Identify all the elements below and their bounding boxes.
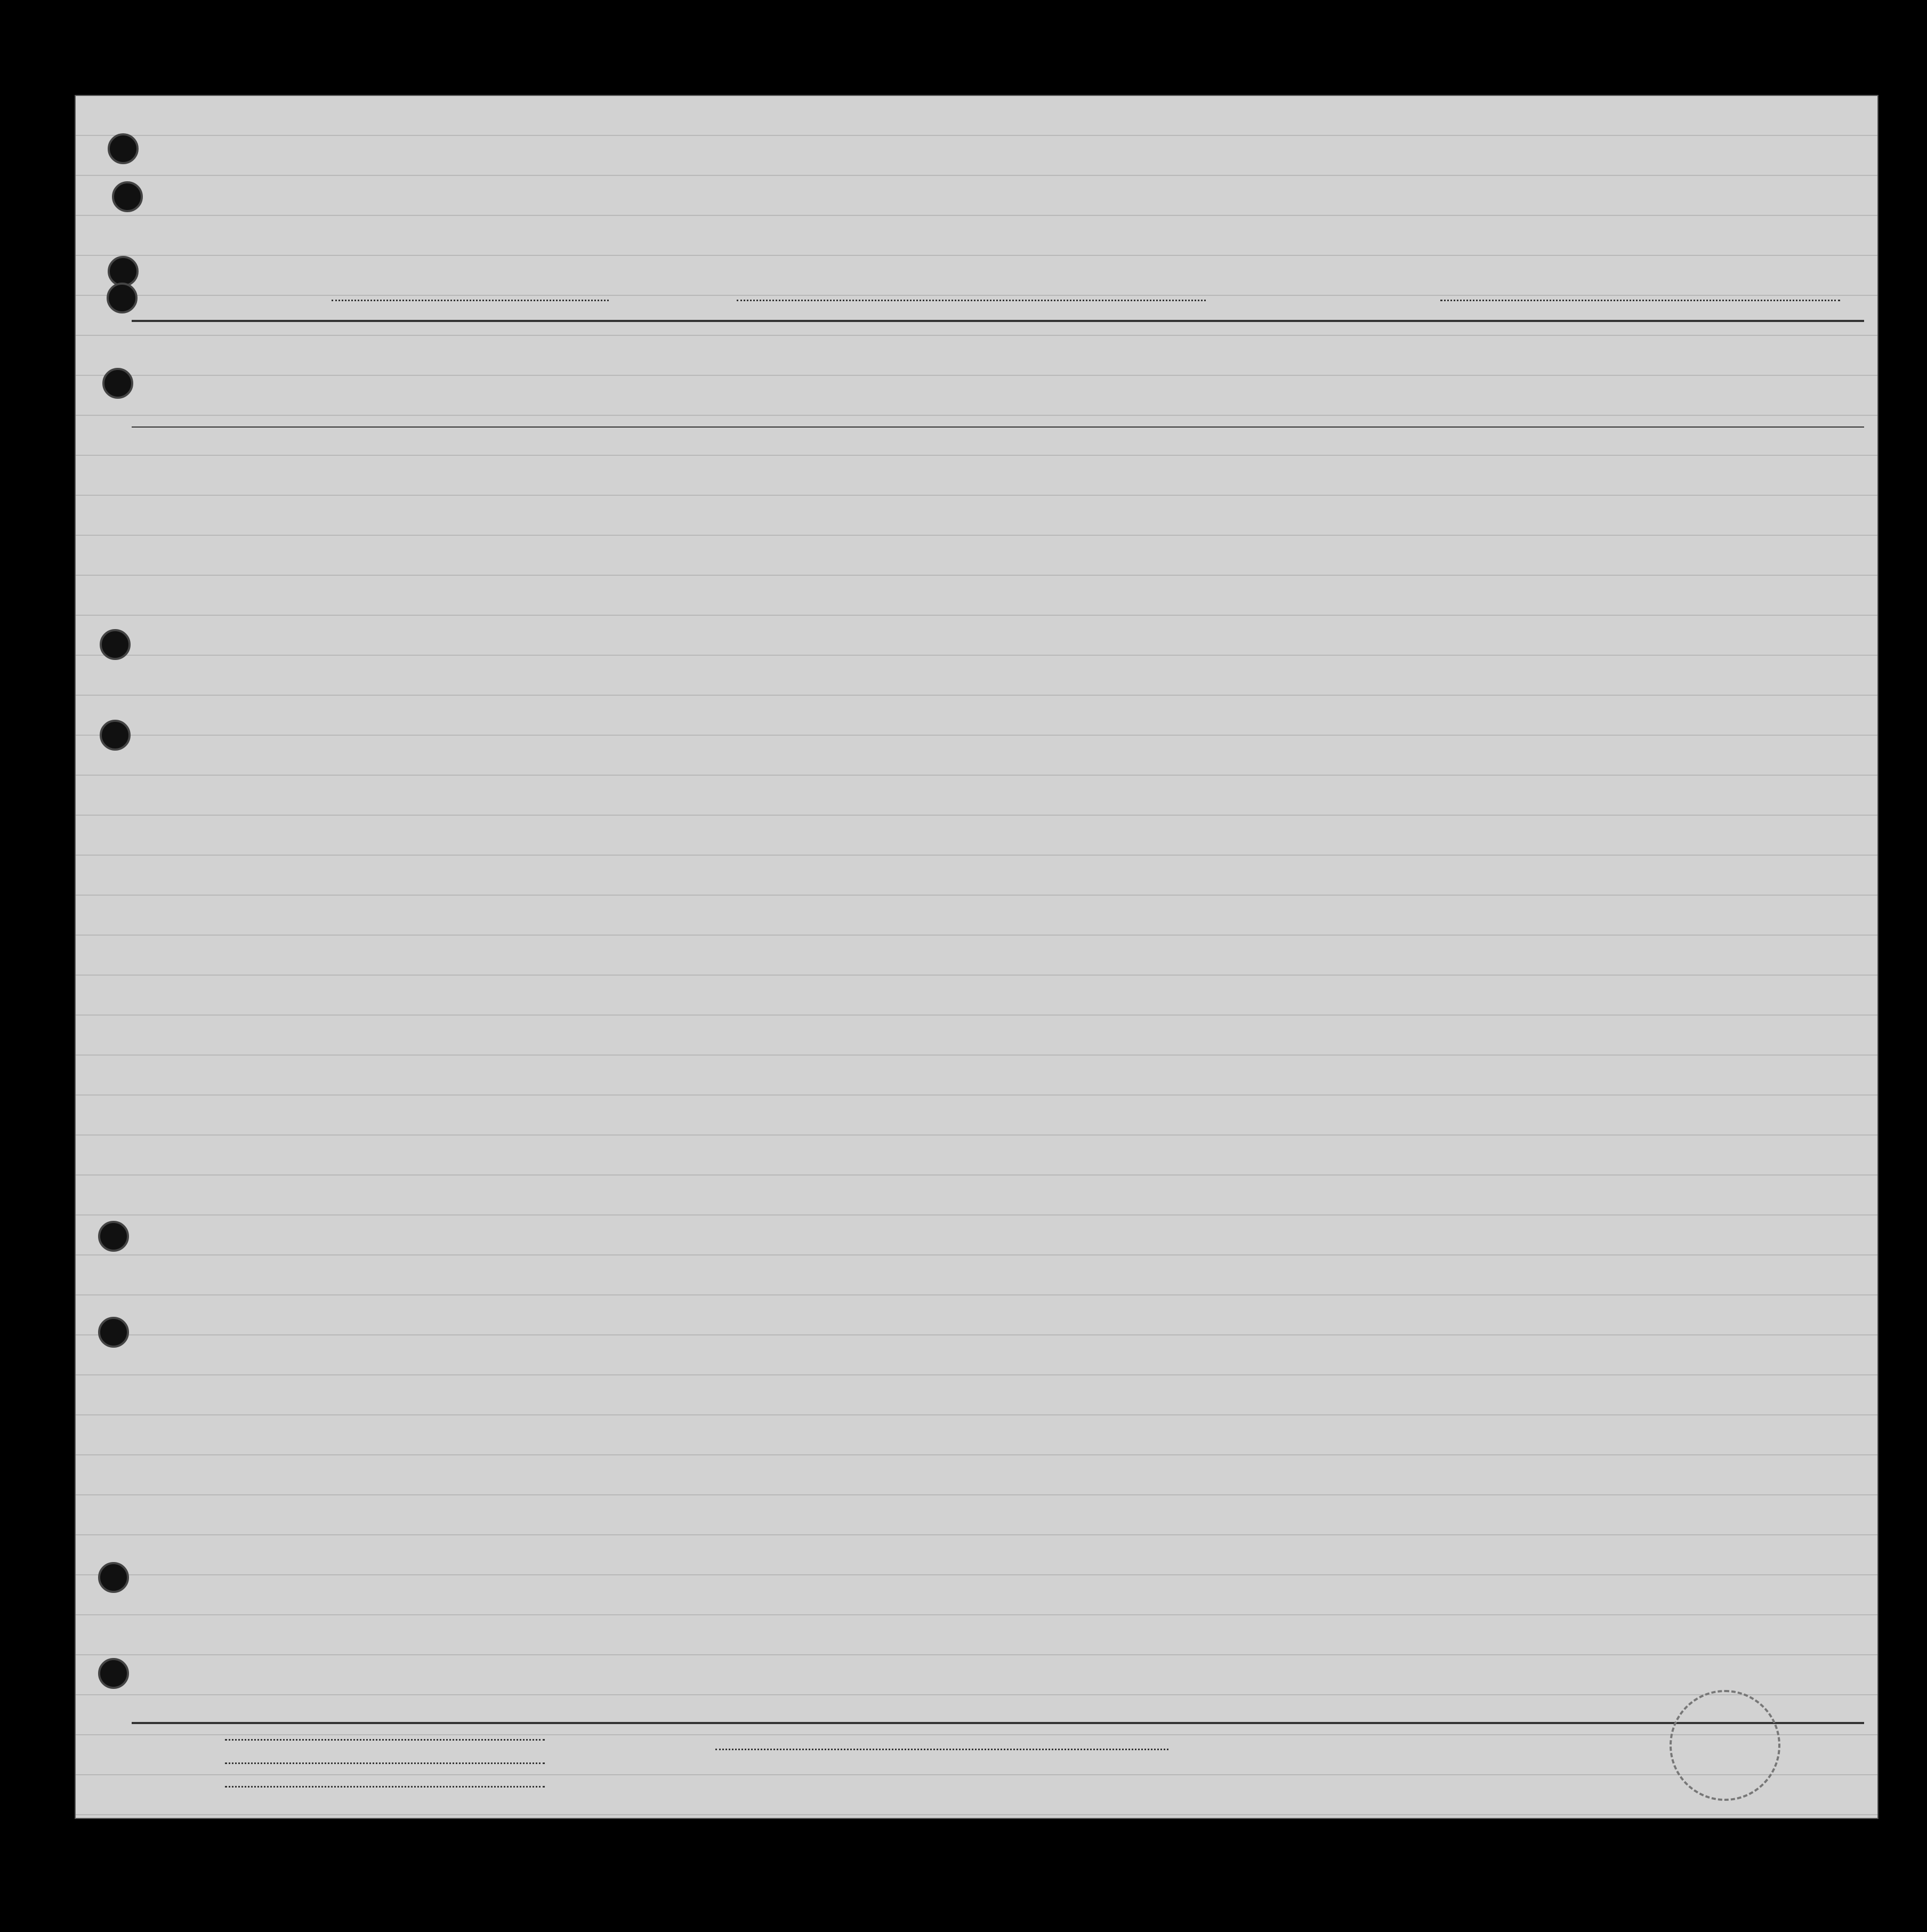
- arriving-field-line: [737, 300, 1206, 301]
- crew-table: [132, 320, 1864, 1727]
- manifest-sheet: [75, 95, 1878, 1819]
- footer-owners-rule: [225, 1762, 545, 1764]
- binder-hole: [107, 283, 138, 313]
- footer-agents-rule: [225, 1786, 545, 1788]
- binder-hole: [112, 181, 143, 212]
- binder-hole: [98, 1562, 129, 1593]
- binder-hole: [98, 1221, 129, 1252]
- table-top-rule: [132, 320, 1864, 322]
- binder-hole: [100, 629, 131, 660]
- table-bottom-rule: [132, 1722, 1864, 1724]
- binder-hole: [108, 133, 139, 164]
- binder-hole: [100, 720, 131, 751]
- signature-line: [715, 1749, 1168, 1750]
- from-port-field-line: [1440, 300, 1840, 301]
- vessel-field-line: [332, 300, 609, 301]
- official-seal: [1670, 1690, 1780, 1801]
- binder-hole: [102, 368, 133, 399]
- header-bottom-rule: [132, 426, 1864, 428]
- binder-hole: [98, 1317, 129, 1348]
- binder-hole: [98, 1658, 129, 1689]
- footer-line-rule: [225, 1739, 545, 1741]
